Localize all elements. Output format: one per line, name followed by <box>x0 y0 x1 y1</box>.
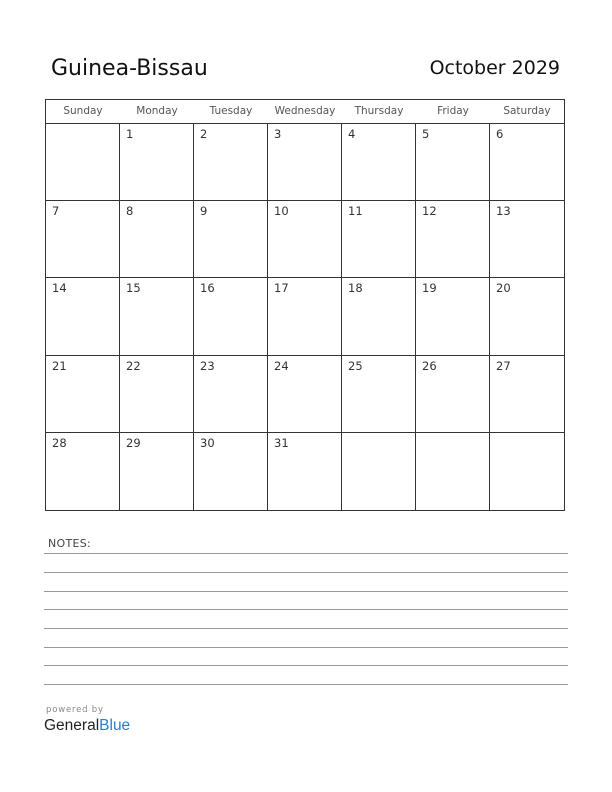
day-cell: 5 <box>416 124 490 201</box>
day-cell: 28 <box>46 433 120 510</box>
day-cell: 30 <box>194 433 268 510</box>
brand-logo <box>44 717 130 735</box>
weekday-wednesday: Wednesday <box>274 105 336 117</box>
note-line <box>44 665 568 666</box>
day-cell: 18 <box>342 278 416 355</box>
day-cell: 1 <box>120 124 194 201</box>
day-cell: 20 <box>490 278 564 355</box>
day-cell: 27 <box>490 356 564 433</box>
month-title: October 2029 <box>429 57 560 79</box>
day-cell <box>416 433 490 510</box>
weekday-monday: Monday <box>136 105 178 117</box>
day-cell <box>46 124 120 201</box>
day-cell: 3 <box>268 124 342 201</box>
day-cell: 15 <box>120 278 194 355</box>
day-cell: 8 <box>120 201 194 278</box>
day-cell: 13 <box>490 201 564 278</box>
day-cell <box>342 433 416 510</box>
weekday-header-row <box>46 100 564 124</box>
day-cell: 4 <box>342 124 416 201</box>
note-line <box>44 628 568 629</box>
weekday-thursday: Thursday <box>354 105 404 117</box>
day-cell: 2 <box>194 124 268 201</box>
day-cell: 12 <box>416 201 490 278</box>
note-line <box>44 591 568 592</box>
day-cell: 10 <box>268 201 342 278</box>
day-cell: 17 <box>268 278 342 355</box>
weekday-saturday: Saturday <box>503 105 551 117</box>
day-cell: 24 <box>268 356 342 433</box>
day-cell: 21 <box>46 356 120 433</box>
weekday-tuesday: Tuesday <box>209 105 253 117</box>
note-line <box>44 553 568 554</box>
note-line <box>44 609 568 610</box>
day-cell: 11 <box>342 201 416 278</box>
weekday-sunday: Sunday <box>63 105 103 117</box>
day-cell <box>490 433 564 510</box>
country-title: Guinea-Bissau <box>51 56 208 81</box>
day-cell: 19 <box>416 278 490 355</box>
day-cells <box>46 124 564 510</box>
day-cell: 7 <box>46 201 120 278</box>
note-line <box>44 684 568 685</box>
day-cell: 31 <box>268 433 342 510</box>
brand-general: General <box>44 717 100 734</box>
powered-by-text: powered by <box>46 705 104 715</box>
day-cell: 26 <box>416 356 490 433</box>
note-line <box>44 647 568 648</box>
day-cell: 29 <box>120 433 194 510</box>
weekday-friday: Friday <box>437 105 469 117</box>
day-cell: 16 <box>194 278 268 355</box>
day-cell: 6 <box>490 124 564 201</box>
calendar-grid <box>45 99 565 511</box>
day-cell: 23 <box>194 356 268 433</box>
day-cell: 14 <box>46 278 120 355</box>
day-cell: 25 <box>342 356 416 433</box>
notes-label: NOTES: <box>48 537 92 550</box>
note-line <box>44 572 568 573</box>
day-cell: 9 <box>194 201 268 278</box>
brand-blue: Blue <box>99 717 131 734</box>
day-cell: 22 <box>120 356 194 433</box>
